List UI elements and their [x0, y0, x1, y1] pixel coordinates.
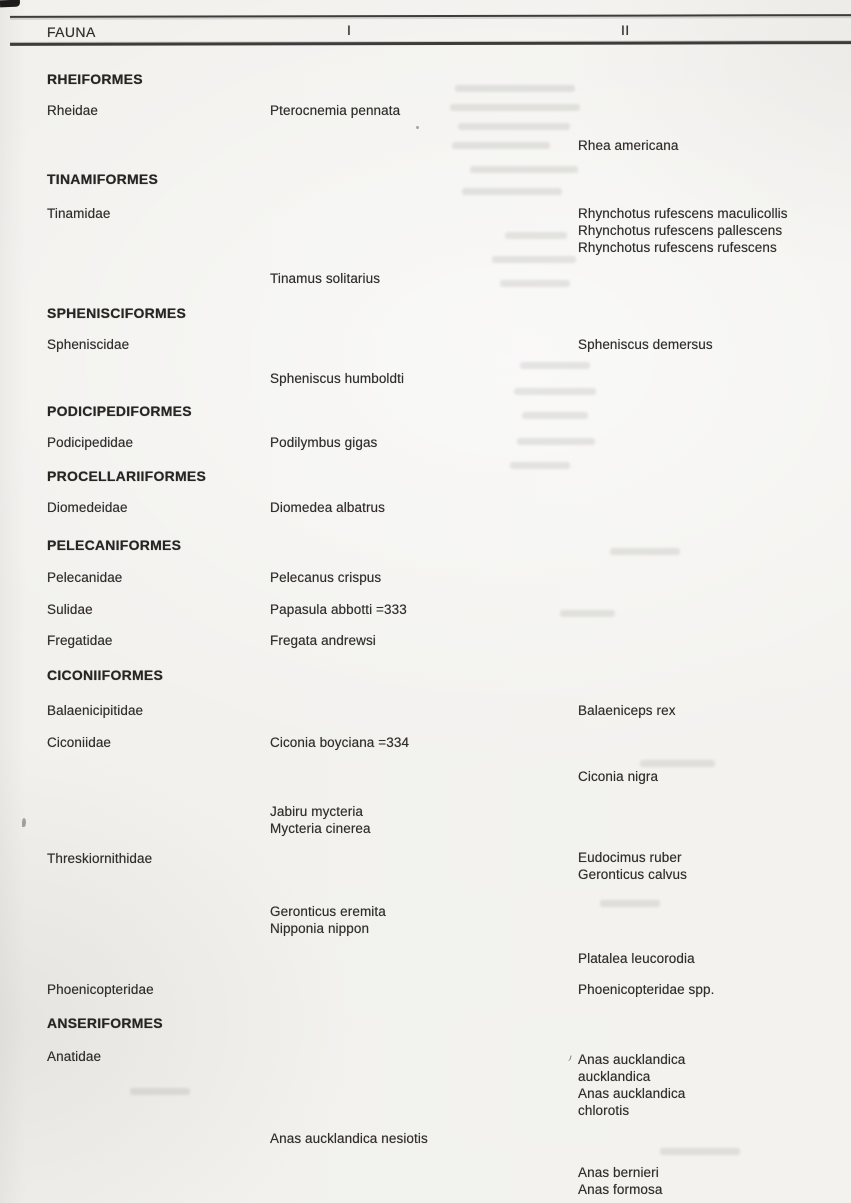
bleed-through-smudge — [458, 123, 570, 130]
bleed-through-smudge — [455, 85, 575, 92]
family-name: Phoenicopteridae — [47, 982, 154, 997]
species-name: Rhynchotus rufescens rufescens — [578, 240, 777, 255]
bleed-through-smudge — [514, 388, 596, 395]
family-name: Spheniscidae — [47, 337, 130, 352]
species-name: Platalea leucorodia — [578, 951, 695, 966]
bleed-through-smudge — [522, 412, 588, 419]
species-name: Anas bernieri — [578, 1165, 659, 1180]
scan-corner-mark — [0, 0, 20, 7]
species-name: Anas aucklandica nesiotis — [270, 1131, 428, 1146]
species-name: Pelecanus crispus — [270, 570, 382, 585]
stray-comma-mark — [566, 1055, 571, 1062]
species-name: Anas aucklandica — [578, 1052, 686, 1067]
family-name: Anatidae — [47, 1049, 102, 1064]
bleed-through-smudge — [600, 900, 660, 907]
species-name: Diomedea albatrus — [270, 500, 386, 515]
header-rule-bottom — [10, 41, 851, 46]
order-heading: PELECANIFORMES — [47, 537, 182, 553]
bleed-through-smudge — [450, 104, 580, 111]
family-name: Sulidae — [47, 602, 93, 617]
column-header-appendix-2: II — [621, 22, 630, 38]
bleed-through-smudge — [492, 256, 576, 263]
order-heading: CICONIIFORMES — [47, 667, 164, 683]
species-name: Ciconia boyciana =334 — [270, 735, 410, 750]
species-name: Rhynchotus rufescens maculicollis — [578, 206, 788, 221]
species-name: Spheniscus humboldti — [270, 371, 405, 386]
bleed-through-smudge — [500, 280, 570, 287]
column-header-appendix-1: I — [347, 22, 352, 38]
family-name: Ciconiidae — [47, 735, 112, 750]
species-name: chlorotis — [578, 1103, 630, 1118]
species-name: Spheniscus demersus — [578, 337, 713, 352]
bleed-through-smudge — [505, 232, 567, 239]
species-name: Balaeniceps rex — [578, 703, 676, 718]
species-name: Ciconia nigra — [578, 769, 659, 784]
species-name: Fregata andrewsi — [270, 633, 376, 648]
bleed-through-smudge — [560, 610, 615, 617]
bleed-through-smudge — [640, 760, 715, 767]
bleed-through-smudge — [462, 188, 562, 195]
ink-speck — [22, 818, 26, 827]
species-name: Papasula abbotti =333 — [270, 602, 407, 617]
ink-speck — [416, 126, 419, 129]
family-name: Rheidae — [47, 103, 98, 118]
order-heading: PODICIPEDIFORMES — [47, 403, 192, 419]
order-heading: RHEIFORMES — [47, 71, 143, 87]
species-name: Eudocimus ruber — [578, 850, 682, 865]
species-name: Jabiru mycteria — [270, 804, 364, 819]
species-name: Phoenicopteridae spp. — [578, 982, 715, 997]
species-name: Rhea americana — [578, 138, 679, 153]
order-heading: ANSERIFORMES — [47, 1015, 163, 1031]
bleed-through-smudge — [517, 438, 595, 445]
family-name: Fregatidae — [47, 633, 113, 648]
family-name: Podicipedidae — [47, 435, 134, 450]
species-name: Tinamus solitarius — [270, 271, 381, 286]
order-heading: TINAMIFORMES — [47, 171, 159, 187]
bleed-through-smudge — [452, 142, 550, 149]
species-name: Rhynchotus rufescens pallescens — [578, 223, 783, 238]
family-name: Pelecanidae — [47, 570, 123, 585]
species-name: Podilymbus gigas — [270, 435, 378, 450]
species-name: Nipponia nippon — [270, 921, 370, 936]
bleed-through-smudge — [610, 548, 680, 555]
bleed-through-smudge — [130, 1088, 190, 1095]
species-name: Pterocnemia pennata — [270, 103, 401, 118]
species-name: Anas formosa — [578, 1182, 663, 1197]
species-name: Anas aucklandica — [578, 1086, 686, 1101]
header-rule-top — [10, 14, 851, 18]
family-name: Diomedeidae — [47, 500, 128, 515]
family-name: Threskiornithidae — [47, 851, 153, 866]
family-name: Balaenicipitidae — [47, 703, 144, 718]
family-name: Tinamidae — [47, 206, 111, 221]
species-name: aucklandica — [578, 1069, 651, 1084]
species-name: Geronticus eremita — [270, 904, 386, 919]
order-heading: PROCELLARIIFORMES — [47, 468, 207, 484]
bleed-through-smudge — [470, 166, 578, 173]
species-name: Mycteria cinerea — [270, 821, 371, 836]
bleed-through-smudge — [510, 462, 570, 469]
bleed-through-smudge — [660, 1148, 740, 1155]
column-header-fauna: FAUNA — [47, 24, 96, 40]
bleed-through-smudge — [520, 362, 590, 369]
species-name: Geronticus calvus — [578, 867, 687, 882]
order-heading: SPHENISCIFORMES — [47, 305, 187, 321]
